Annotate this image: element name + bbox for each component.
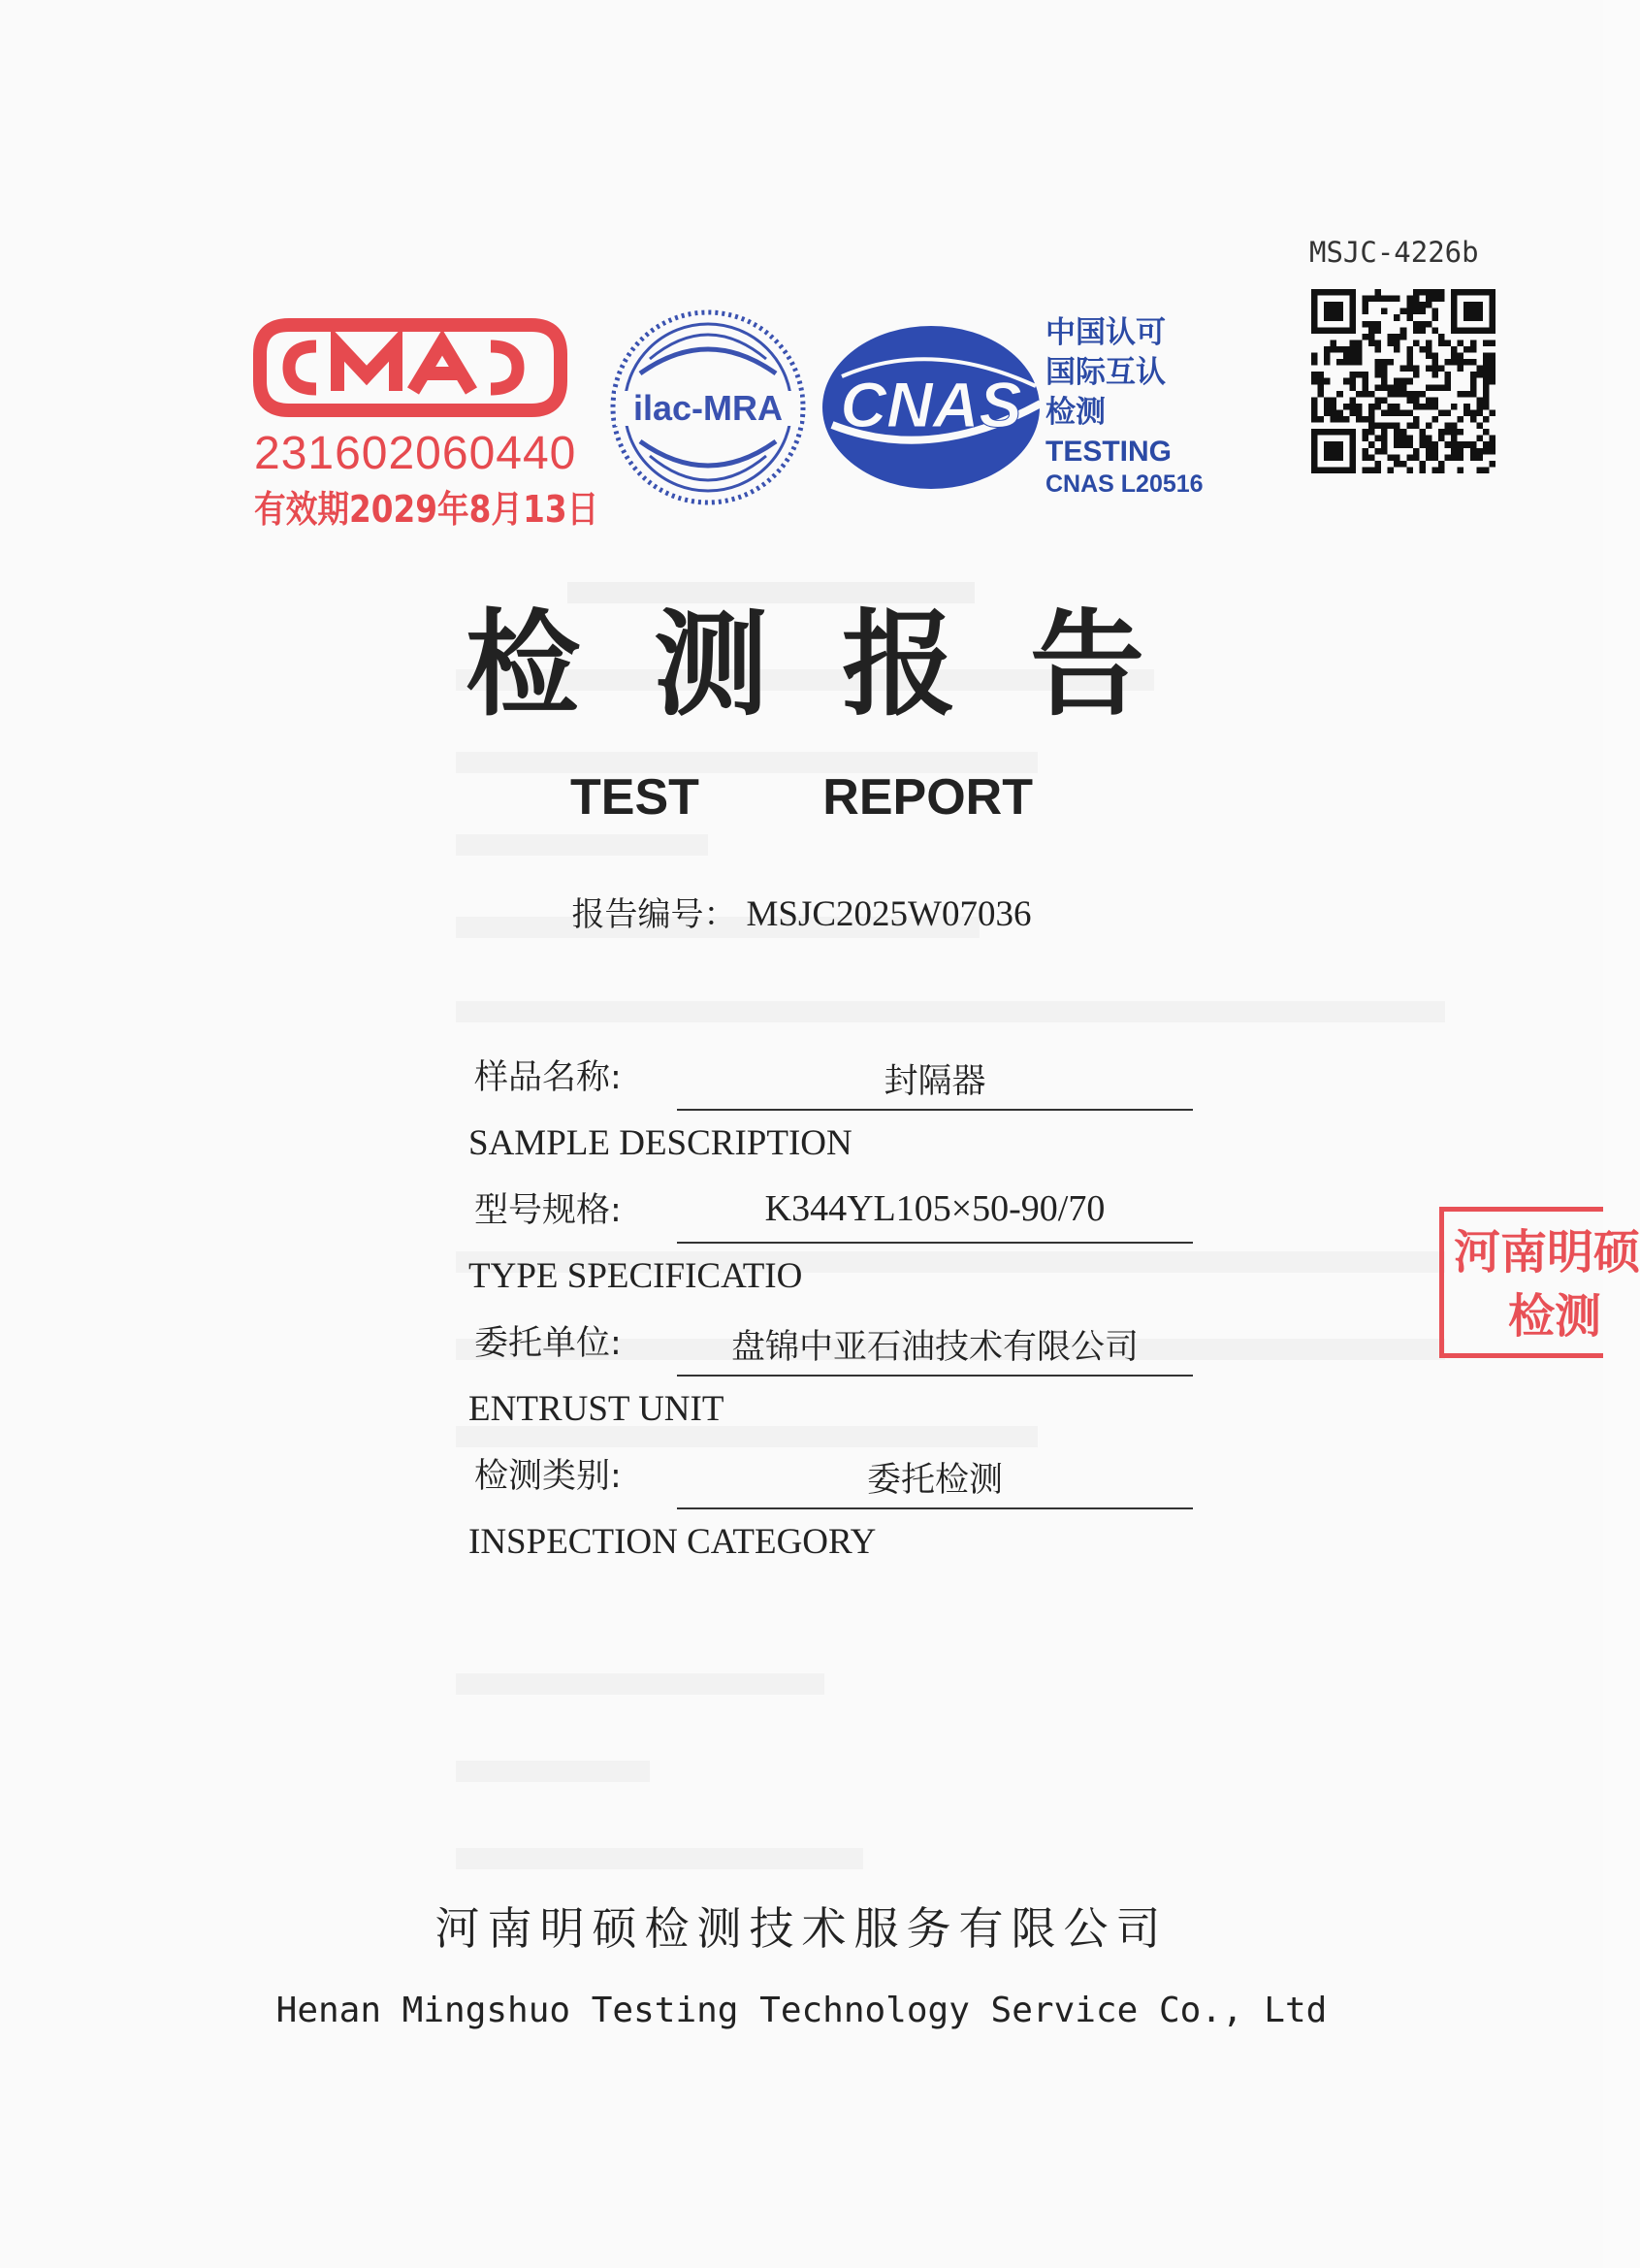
field-label-cn: 型号规格: [474,1191,622,1230]
show-through-text [456,834,708,856]
field-sample-description [468,1051,1206,1182]
field-value: 封隔器 [884,1062,986,1101]
stamp-line-1: 河南明硕 [1454,1225,1640,1280]
qr-code [1311,289,1495,473]
cnas-logo [813,318,1050,498]
field-entrust-unit [468,1316,1206,1447]
company-seal-stamp [1439,1207,1640,1358]
field-underline [677,1507,1193,1509]
cma-certificate-number: 231602060440 [254,428,577,479]
report-number-label: 报告编号： [571,895,737,934]
field-label-cn: 委托单位: [474,1324,622,1363]
field-label-en: SAMPLE DESCRIPTION [468,1123,852,1163]
ilac-mra-logo [606,306,810,509]
report-number [0,888,1603,935]
field-label-en: INSPECTION CATEGORY [468,1522,877,1562]
cnas-accreditation-text [1045,315,1204,498]
stamp-line-2: 检测 [1508,1289,1602,1344]
field-underline [677,1375,1193,1377]
field-label-cn: 检测类别: [474,1457,622,1496]
company-name-cn: 河南明硕检测技术服务有限公司 [434,1902,1169,1955]
show-through-text [456,1673,824,1695]
cnas-logo-text: CNAS [840,369,1022,440]
field-value: 委托检测 [866,1461,1003,1500]
cnas-line-2: 国际互认 [1045,355,1166,390]
company-name-en: Henan Mingshuo Testing Technology Service Co., Ltd [275,1991,1328,2030]
field-underline [677,1242,1193,1244]
cnas-line-1: 中国认可 [1045,315,1166,350]
cnas-line-3: 检测 [1045,395,1106,430]
field-label-en: TYPE SPECIFICATIO [468,1256,803,1296]
cma-validity-date: 有效期2029年8月13日 [254,488,599,531]
page-title-en: TEST REPORT [570,769,1033,826]
field-value: 盘锦中亚石油技术有限公司 [730,1328,1139,1367]
page-title-cn: 检测报告 [466,597,1219,731]
show-through-text [456,1848,863,1869]
field-inspection-category [468,1449,1206,1580]
field-label-cn: 样品名称: [474,1058,622,1097]
field-type-specification [468,1183,1206,1314]
document-code: MSJC-4226b [1309,236,1479,269]
cnas-testing-label: TESTING [1045,436,1173,468]
field-value: K344YL105×50-90/70 [764,1188,1106,1229]
show-through-text [456,1001,1445,1022]
ilac-logo-text: ilac-MRA [632,388,784,428]
field-underline [677,1109,1193,1111]
field-label-en: ENTRUST UNIT [468,1389,724,1429]
cnas-code: CNAS L20516 [1045,470,1204,498]
show-through-text [456,1761,650,1782]
report-number-value: MSJC2025W07036 [746,894,1032,934]
